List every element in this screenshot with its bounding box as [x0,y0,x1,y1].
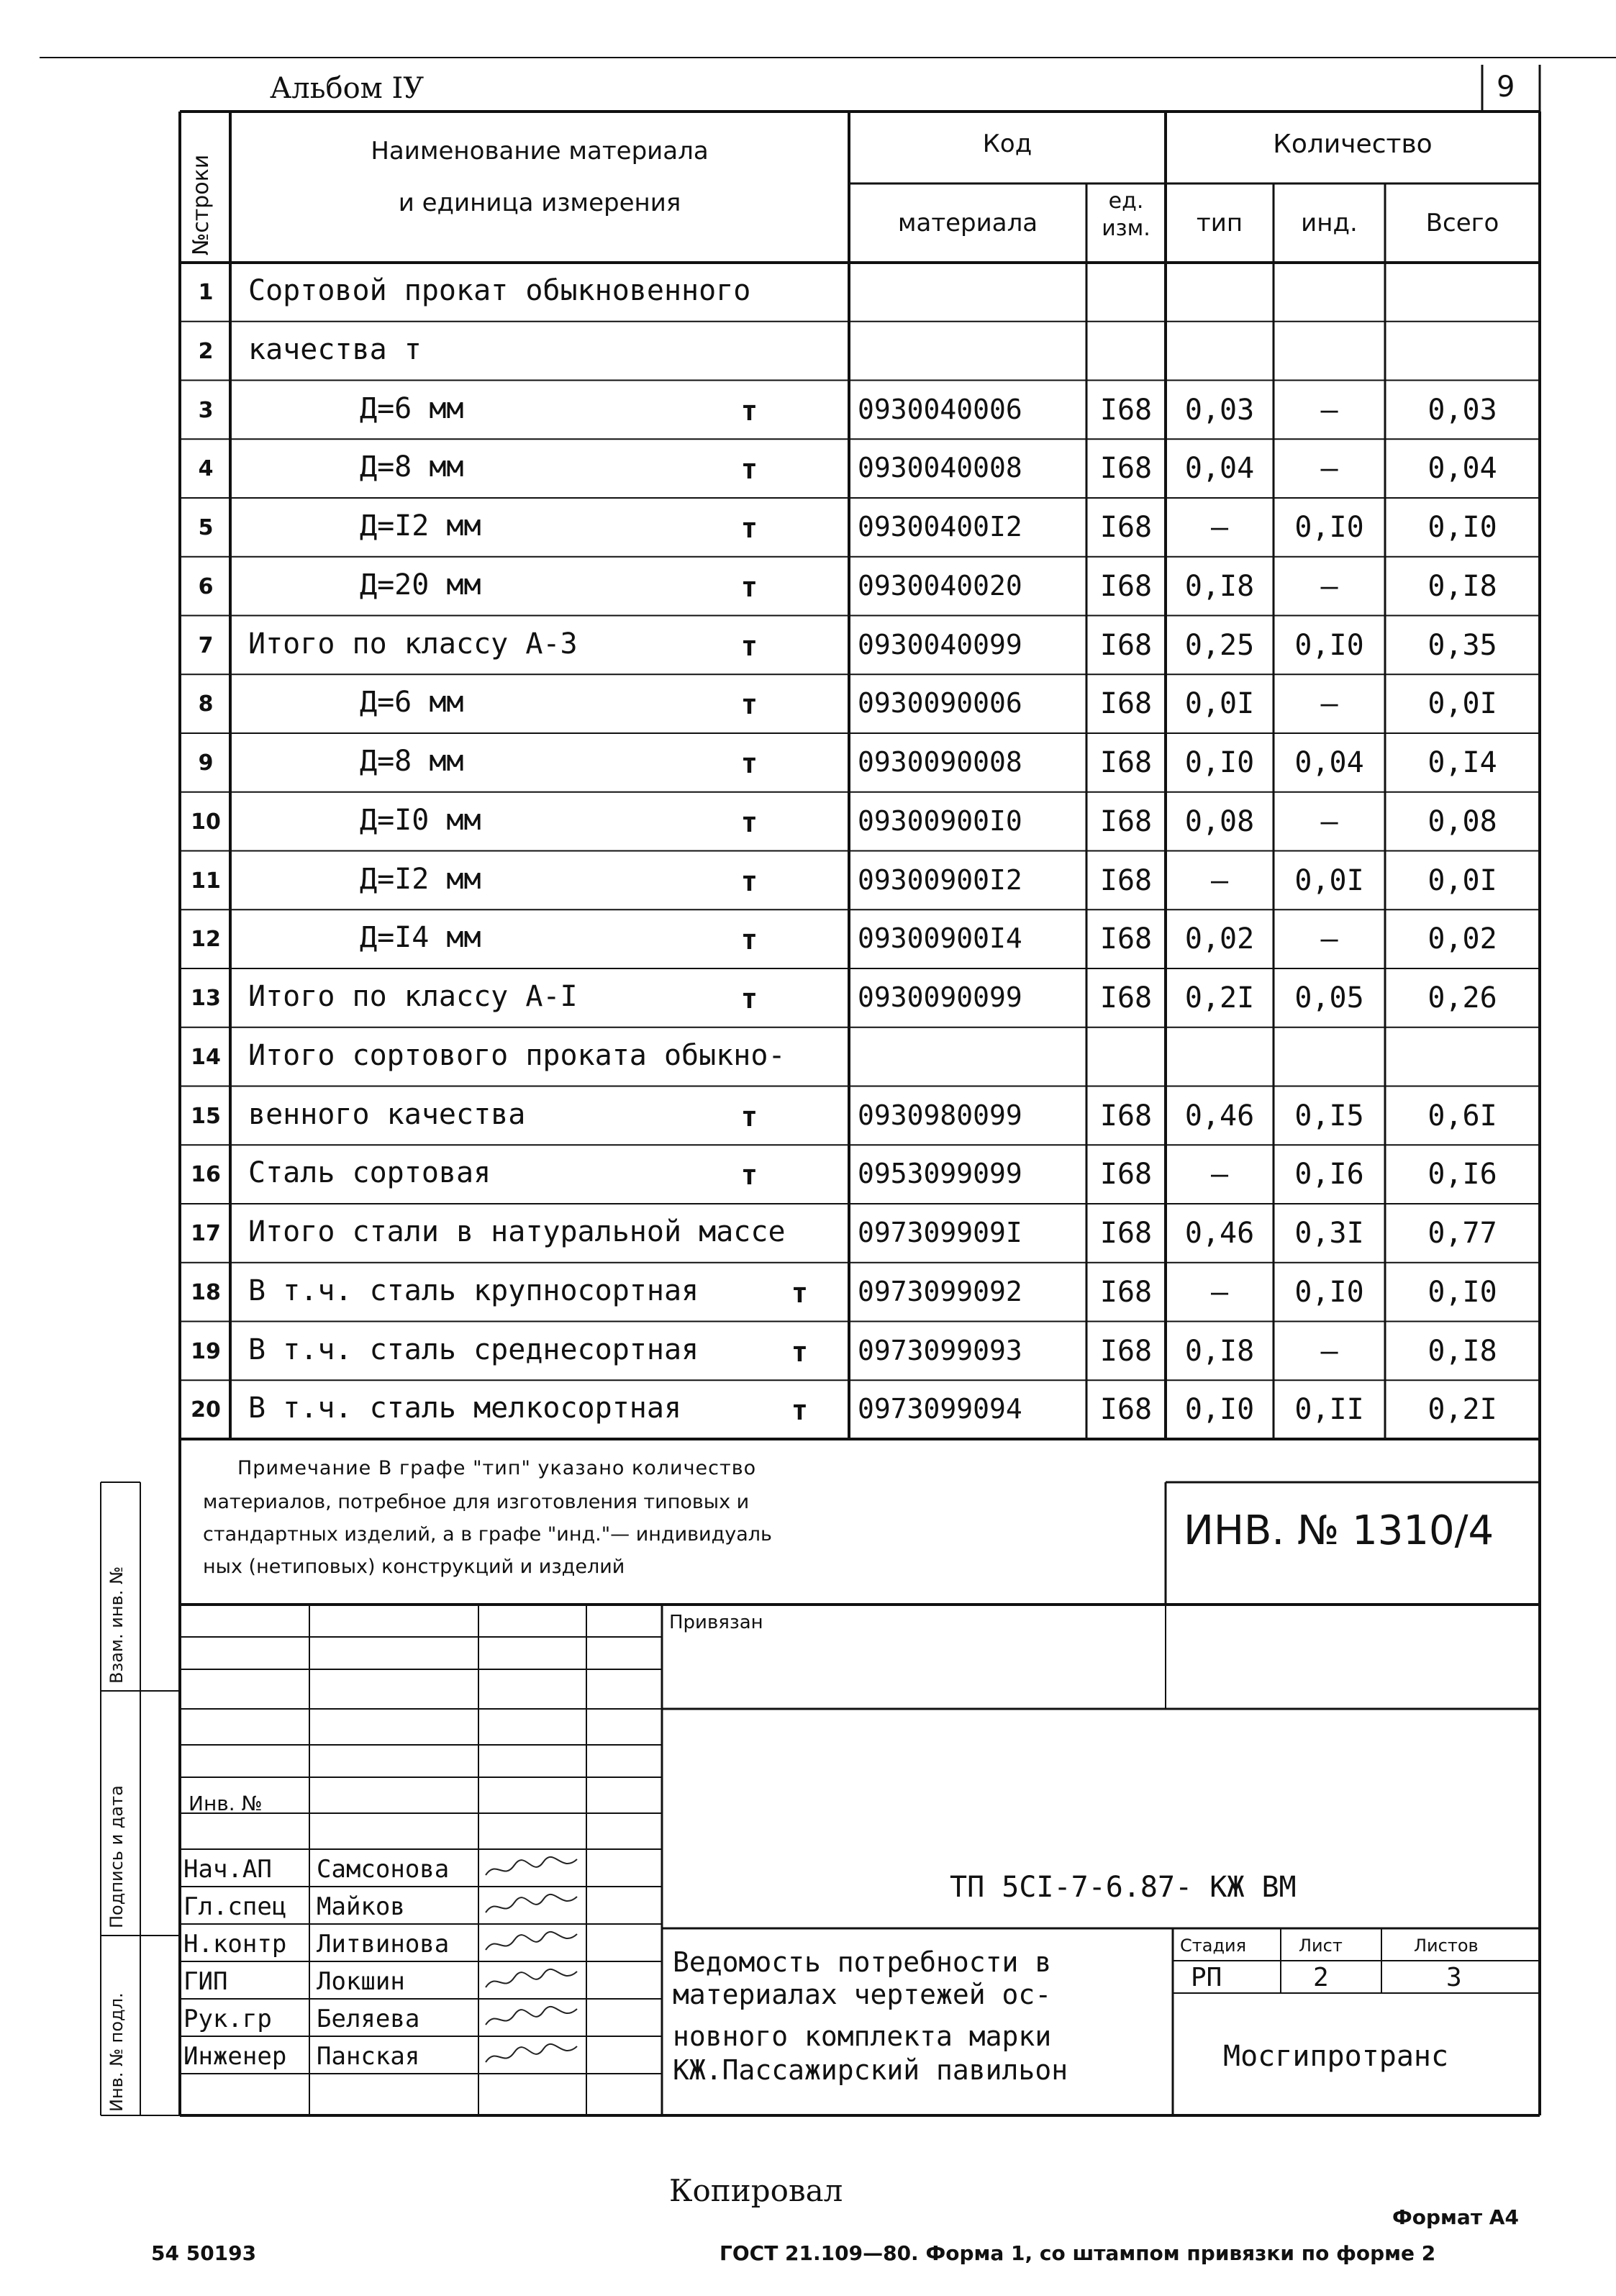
qty-total: 0,04 [1427,452,1497,486]
note-line4: ных (нетиповых) конструкций и изделий [203,1556,625,1578]
unit-symbol: т [791,1335,808,1368]
material-code: 09300400I2 [858,511,1022,543]
unit-symbol: т [741,394,758,427]
qty-total: 0,6I [1427,1099,1497,1133]
qty-ind: – [1320,393,1338,427]
handwritten-signature [482,1889,583,1922]
unit-code: I68 [1099,1393,1153,1427]
material-code: 0953099099 [858,1158,1022,1190]
row-number: 8 [198,691,214,717]
signer-role: ГИП [183,1967,228,1996]
material-name: Д=20 мм [360,568,481,602]
material-name: Д=I0 мм [360,803,481,837]
handwritten-signature [482,1852,583,1884]
qty-type: 0,2I [1184,981,1255,1015]
material-code: 0973099092 [858,1275,1022,1307]
qty-total: 0,26 [1427,981,1497,1015]
material-name: Д=6 мм [360,391,464,425]
unit-code: I68 [1099,922,1153,956]
unit-symbol: т [741,1100,758,1133]
gost-form-label: ГОСТ 21.109—80. Форма 1, со штампом привязки по форме 2 [720,2241,1436,2265]
signer-name: Литвинова [317,1930,450,1959]
project-designation: ТП 5СI-7-6.87- КЖ ВМ [950,1871,1297,1904]
material-code: 09300900I0 [858,804,1022,837]
unit-code: I68 [1099,628,1153,662]
table-row [0,733,1616,792]
unit-code: I68 [1099,452,1153,486]
material-code: 0930040099 [858,628,1022,661]
qty-ind: 0,I6 [1294,1158,1364,1192]
material-code: 0930980099 [858,1099,1022,1131]
qty-total: 0,08 [1427,804,1497,838]
qty-type: 0,46 [1184,1217,1255,1250]
qty-ind: – [1320,687,1338,721]
signer-name: Самсонова [317,1855,450,1884]
row-number: 3 [198,397,214,423]
row-number: 20 [191,1397,221,1423]
format-label: Формат А4 [1392,2205,1519,2229]
qty-type-header: тип [1196,209,1243,237]
material-code: 09300900I4 [858,922,1022,955]
qty-total: 0,I6 [1427,1158,1497,1192]
qty-type: – [1210,1275,1229,1309]
material-code: 0930040006 [858,393,1022,425]
row-number: 10 [191,809,221,835]
unit-symbol: т [741,983,758,1015]
qty-ind: 0,0I [1294,863,1364,897]
qty-total: 0,2I [1427,1393,1497,1427]
material-code: 097309909I [858,1217,1022,1248]
row-number: 12 [191,927,221,953]
name-header-line1: Наименование материала [371,137,709,165]
signer-role: Нач.АП [183,1855,272,1884]
qty-total: 0,0I [1427,687,1497,721]
unit-symbol: т [741,689,758,721]
document-title-line4: КЖ.Пассажирский павильон [673,2054,1068,2086]
table-row [0,1380,1616,1439]
qty-total: 0,77 [1427,1217,1497,1250]
table-row [0,674,1616,733]
material-name: Д=8 мм [360,745,464,778]
material-name: В т.ч. сталь мелкосортная [248,1392,682,1425]
unit-symbol: т [791,1394,808,1427]
material-name: венного качества [248,1097,526,1131]
signer-role: Рук.гр [183,2005,272,2033]
material-name: Сталь сортовая [248,1156,491,1190]
qty-type: – [1210,511,1229,544]
sheet-number: 9 [1497,71,1515,104]
qty-ind: 0,04 [1294,746,1364,779]
qty-ind: 0,II [1294,1393,1364,1427]
row-number: 6 [198,573,214,599]
unit-code: I68 [1099,569,1153,603]
row-number: 13 [191,986,221,1011]
qty-type: 0,46 [1184,1099,1255,1133]
material-name: Итого сортового проката обыкно- [248,1038,786,1072]
code-unit-header-line2: изм. [1102,216,1150,241]
side-label-vzam: Взам. инв. № [106,1566,127,1684]
signer-role: Инженер [183,2042,287,2071]
unit-code: I68 [1099,746,1153,779]
handwritten-signature [482,2002,583,2034]
qty-ind: – [1320,569,1338,603]
unit-symbol: т [741,1159,758,1192]
signer-name: Локшин [317,1967,405,1996]
qty-total: 0,I0 [1427,1275,1497,1309]
row-number-header: №строки [189,154,214,255]
unit-symbol: т [791,1276,808,1309]
unit-code: I68 [1099,687,1153,721]
unit-code: I68 [1099,804,1153,838]
unit-symbol: т [741,512,758,544]
table-row [0,498,1616,557]
material-name: Итого по классу А-3 [248,627,578,661]
material-name: Д=8 мм [360,450,464,484]
unit-symbol: т [741,865,758,897]
unit-symbol: т [741,630,758,662]
qty-ind: 0,I0 [1294,628,1364,662]
table-row [0,909,1616,968]
row-number: 17 [191,1221,221,1246]
sheet-value: 2 [1313,1963,1329,1992]
unit-symbol: т [741,571,758,603]
table-row [0,1145,1616,1204]
unit-code: I68 [1099,1217,1153,1250]
qty-ind: 0,I0 [1294,511,1364,544]
code-material-header: материала [897,209,1038,237]
qty-type: 0,02 [1184,922,1255,956]
material-name: Д=6 мм [360,686,464,720]
unit-code: I68 [1099,1334,1153,1368]
code-group-header: Код [982,130,1032,158]
sheet-label: Лист [1299,1936,1343,1956]
sheets-value: 3 [1446,1963,1462,1992]
material-name: Итого стали в натуральной массе [248,1215,786,1248]
qty-total: 0,I8 [1427,1334,1497,1368]
material-code: 0930040020 [858,569,1022,602]
table-row [0,968,1616,1027]
qty-ind: – [1320,804,1338,838]
table-row [0,557,1616,616]
unit-code: I68 [1099,863,1153,897]
table-row [0,1027,1616,1086]
qty-total: 0,I0 [1427,511,1497,544]
row-number: 18 [191,1279,221,1305]
qty-type: – [1210,863,1229,897]
copied-by-label: Копировал [669,2173,843,2208]
material-name: Д=I2 мм [360,509,481,543]
material-code: 09300900I2 [858,863,1022,896]
document-title-line3: новного комплекта марки [673,2020,1052,2052]
qty-ind: 0,I0 [1294,1275,1364,1309]
unit-symbol: т [741,924,758,956]
table-row [0,1263,1616,1322]
row-number: 19 [191,1338,221,1364]
sheets-label: Листов [1414,1936,1479,1956]
row-number: 11 [191,868,221,894]
inv-no-label: Инв. № [189,1792,263,1815]
table-row [0,1086,1616,1145]
document-title-line1: Ведомость потребности в [673,1946,1052,1978]
table-row [0,792,1616,851]
stage-label: Стадия [1180,1936,1247,1956]
qty-ind: 0,3I [1294,1217,1364,1250]
signer-name: Беляева [317,2005,420,2033]
unit-symbol: т [741,748,758,779]
signer-role: Гл.спец [183,1892,287,1921]
qty-type: 0,25 [1184,628,1255,662]
material-name: В т.ч. сталь среднесортная [248,1333,699,1366]
material-code: 0973099094 [858,1393,1022,1425]
unit-code: I68 [1099,981,1153,1015]
qty-type: 0,I0 [1184,746,1255,779]
left-archive-code: 54 50193 [151,2241,257,2265]
unit-code: I68 [1099,1099,1153,1133]
row-number: 14 [191,1044,221,1070]
material-name: В т.ч. сталь крупносортная [248,1274,699,1307]
row-number: 15 [191,1103,221,1129]
code-unit-header-line1: ед. [1108,189,1144,214]
document-title-line2: материалах чертежей ос- [673,1979,1052,2010]
row-number: 5 [198,515,214,540]
qty-ind: – [1320,922,1338,956]
table-row [0,439,1616,498]
note-line3: стандартных изделий, а в графе "инд."— индивидуаль [203,1523,772,1546]
table-row [0,851,1616,910]
stage-value: РП [1191,1963,1222,1992]
table-row [0,1322,1616,1381]
note-line2: материалов, потребное для изготовления типовых и [203,1491,750,1513]
qty-type: 0,0I [1184,687,1255,721]
unit-code: I68 [1099,511,1153,544]
material-name: Д=I4 мм [360,921,481,955]
qty-type: 0,I8 [1184,569,1255,603]
qty-total: 0,I4 [1427,746,1497,779]
qty-total-header: Всего [1425,209,1499,237]
side-label-inv-podl: Инв. № подл. [106,1992,127,2112]
unit-symbol: т [741,453,758,486]
handwritten-signature [482,1927,583,1959]
material-code: 0973099093 [858,1334,1022,1366]
qty-type: 0,I8 [1184,1334,1255,1368]
unit-symbol: т [741,806,758,838]
material-code: 0930090008 [858,746,1022,778]
qty-total: 0,0I [1427,863,1497,897]
qty-ind: – [1320,1334,1338,1368]
inventory-number: ИНВ. № 1310/4 [1184,1507,1494,1554]
qty-ind: – [1320,452,1338,486]
note-line1: Примечание В графе "тип" указано количество [237,1457,757,1479]
qty-ind-header: инд. [1301,209,1358,237]
material-code: 0930090006 [858,687,1022,720]
qty-ind: 0,I5 [1294,1099,1364,1133]
signer-name: Панская [317,2042,420,2071]
qty-type: – [1210,1158,1229,1192]
side-label-podpis: Подпись и дата [106,1785,127,1928]
qty-ind: 0,05 [1294,981,1364,1015]
organization-name: Мосгипротранс [1223,2040,1449,2073]
material-code: 0930040008 [858,452,1022,484]
name-header-line2: и единица измерения [398,189,681,217]
row-number: 2 [198,338,214,364]
table-row [0,322,1616,381]
material-name: Сортовой прокат обыкновенного [248,274,751,307]
unit-code: I68 [1099,393,1153,427]
table-row [0,263,1616,322]
row-number: 9 [198,750,214,776]
signer-name: Майков [317,1892,405,1921]
row-number: 16 [191,1162,221,1188]
row-number: 4 [198,456,214,482]
qty-type: 0,04 [1184,452,1255,486]
privyazan-label: Привязан [669,1612,763,1633]
material-name: качества т [248,332,422,366]
handwritten-signature [482,2039,583,2072]
qty-type: 0,03 [1184,393,1255,427]
qty-total: 0,03 [1427,393,1497,427]
qty-group-header: Количество [1273,130,1433,159]
table-row [0,381,1616,440]
qty-type: 0,08 [1184,804,1255,838]
material-name: Итого по классу А-I [248,980,578,1013]
qty-type: 0,I0 [1184,1393,1255,1427]
table-row [0,1204,1616,1263]
material-code: 0930090099 [858,981,1022,1013]
unit-code: I68 [1099,1275,1153,1309]
qty-total: 0,02 [1427,922,1497,956]
qty-total: 0,35 [1427,628,1497,662]
album-title: Альбом IУ [270,72,425,105]
qty-total: 0,I8 [1427,569,1497,603]
table-row [0,616,1616,675]
handwritten-signature [482,1964,583,1997]
unit-code: I68 [1099,1158,1153,1192]
material-name: Д=I2 мм [360,862,481,896]
signer-role: Н.контр [183,1930,287,1959]
row-number: 7 [198,632,214,658]
row-number: 1 [198,280,214,305]
